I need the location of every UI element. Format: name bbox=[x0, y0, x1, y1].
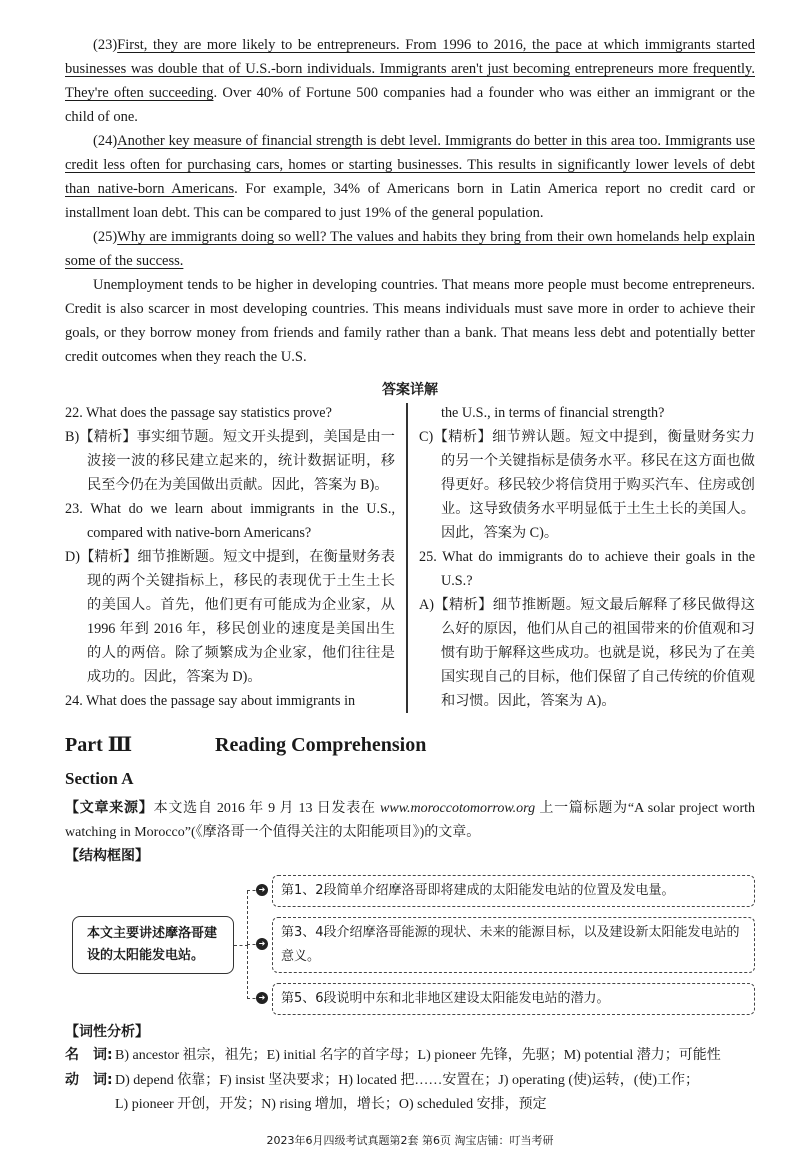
text-segment: (25) bbox=[93, 229, 118, 245]
text-segment: . For example, 34% of Americans born in Latin America report no credit card or installment loan debt. This can be compared to just 19% of the general population. bbox=[65, 181, 755, 221]
diagram-connector-main bbox=[234, 945, 248, 946]
verbs-line bbox=[65, 1068, 755, 1093]
nouns: B) ancestor 祖宗，祖先；E) initial 名字的首字母；L) pioneer 先锋，先驱；M) potential 潜力；可能性 bbox=[115, 1048, 721, 1063]
source-text-2: 上一篇标题为“A solar project worth watching in Morocco”(《摩洛哥一个值得关注的太阳能项目》)的文章。 bbox=[65, 801, 756, 840]
question-22: 22. What does the passage say statistics prove? bbox=[65, 405, 332, 421]
diagram-item-wrap-3 bbox=[258, 983, 755, 1015]
question-24: 24. What does the passage say about immigrants in bbox=[65, 693, 356, 709]
verb-label: 动 词: bbox=[65, 1072, 113, 1088]
paragraph-23 bbox=[65, 33, 755, 129]
text-segment: . Over 40% of Fortune 500 companies had a founder who was either an immigrant or the child of one. bbox=[65, 85, 755, 125]
verbs-line-2: L) pioneer 开创，开发；N) rising 增加，增长；O) scheduled 安排，预定 bbox=[115, 1097, 547, 1112]
underlined-text: Another key measure of financial strength is debt level. Immigrants do better in this area too. Immigrants use credit less often for purchasing cars, homes or starting businesses. This results in significantly lower levels of debt than native-born Americans bbox=[65, 133, 755, 197]
page-footer: 2023年6月四级考试真题第2套 第6页 淘宝店铺：叮当考研 bbox=[266, 1134, 554, 1147]
part-label: Part Ⅲ bbox=[65, 734, 133, 756]
column-divider bbox=[406, 403, 408, 713]
source-text-1: 本文选自 2016 年 9 月 13 日发表在 bbox=[153, 801, 381, 816]
word-analysis-tag: 【词性分析】 bbox=[65, 1024, 149, 1040]
paragraph-final: Unemployment tends to be higher in developing countries. That means more people must become entrepreneurs. Credit is also scarcer in most developing countries. This means individuals must save more in order to achieve their goals, or they borrow money from friends and family rather than a bank. That means less debt and potentially better credit outcomes when they reach the U.S. bbox=[65, 277, 755, 365]
answer-23: D)【精析】细节推断题。短文中提到，在衡量财务表现的两个关键指标上，移民的表现优于土生土长的美国人。首先，他们更有可能成为企业家，从 1996 年到 2016 年，移民创业的速度是美国出生的人的两倍。除了频繁成为企业家，他们往往是成功的。因此，答案为 D)。 bbox=[65, 549, 395, 685]
arrow-right-icon: ➜ bbox=[256, 938, 268, 950]
question-25: 25. What do immigrants do to achieve their goals in the U.S.? bbox=[419, 549, 755, 589]
text-segment: (23) bbox=[93, 37, 118, 53]
underlined-text: First, they are more likely to be entrepreneurs. From 1996 to 2016, the pace at which immigrants started businesses was double that of U.S.-born individuals. Immigrants aren't just becoming entrepreneurs more frequently. They're often succeeding bbox=[65, 37, 755, 101]
paragraph-25 bbox=[65, 225, 755, 273]
answer-25: A)【精析】细节推断题。短文最后解释了移民做得这么好的原因，他们从自己的祖国带来的价值观和习惯有助于解释这些成功。也就是说，移民为了在美国实现自己的目标，他们保留了自己传统的价值观和习惯。因此，答案为 A)。 bbox=[419, 597, 755, 709]
source-url: www.moroccotomorrow.org bbox=[380, 801, 536, 816]
answer-24: C)【精析】细节辨认题。短文中提到，衡量财务实力的另一个关键指标是债务水平。移民在这方面也做得更好。移民较少将信贷用于购买汽车、住房或创业。这导致债务水平明显低于土生土长的美国人。因此，答案为 C)。 bbox=[419, 429, 755, 541]
part-title: Reading Comprehension bbox=[215, 734, 427, 756]
answers-columns bbox=[65, 401, 755, 713]
diagram-main-box: 本文主要讲述摩洛哥建设的太阳能发电站。 bbox=[72, 916, 234, 974]
article-source bbox=[65, 797, 755, 869]
verbs-1: D) depend 依靠；F) insist 坚决要求；H) located 把……安置在；J) operating (使)运转，(使)工作； bbox=[115, 1073, 700, 1088]
noun-label: 名 词: bbox=[65, 1047, 113, 1063]
diagram-items bbox=[258, 875, 755, 1015]
nouns-line bbox=[65, 1043, 755, 1068]
paragraph-24 bbox=[65, 129, 755, 225]
section-title: Section A bbox=[65, 769, 134, 788]
underlined-text: Why are immigrants doing so well? The values and habits they bring from their own homelands help explain some of the success. bbox=[65, 229, 755, 269]
diagram-item-1: 第1、2段简单介绍摩洛哥即将建成的太阳能发电站的位置及发电量。 bbox=[272, 875, 755, 907]
answers-heading: 答案详解 bbox=[382, 382, 438, 398]
diagram-item-wrap-2 bbox=[258, 917, 755, 973]
text-segment: (24) bbox=[93, 133, 118, 149]
passage bbox=[65, 33, 755, 369]
question-23: 23. What do we learn about immigrants in the U.S., compared with native-born Americans? bbox=[65, 501, 395, 541]
source-tag: 【文章来源】 bbox=[65, 801, 154, 816]
arrow-right-icon: ➜ bbox=[256, 884, 268, 896]
diagram-item-2: 第3、4段介绍摩洛哥能源的现状、未来的能源目标，以及建设新太阳能发电站的意义。 bbox=[272, 917, 755, 973]
answers-right-column bbox=[419, 401, 755, 713]
arrow-right-icon: ➜ bbox=[256, 992, 268, 1004]
answers-left-column bbox=[65, 401, 395, 713]
structure-tag: 【结构框图】 bbox=[65, 849, 149, 864]
structure-diagram bbox=[65, 875, 755, 1015]
answer-22: B)【精析】事实细节题。短文开头提到，美国是由一波接一波的移民建立起来的，统计数据证明，移民至今仍在为美国做出贡献。因此，答案为 B)。 bbox=[65, 429, 395, 493]
part-header bbox=[65, 731, 755, 759]
diagram-item-3: 第5、6段说明中东和北非地区建设太阳能发电站的潜力。 bbox=[272, 983, 755, 1015]
diagram-item-wrap-1 bbox=[258, 875, 755, 907]
question-24-cont: the U.S., in terms of financial strength? bbox=[441, 405, 665, 421]
